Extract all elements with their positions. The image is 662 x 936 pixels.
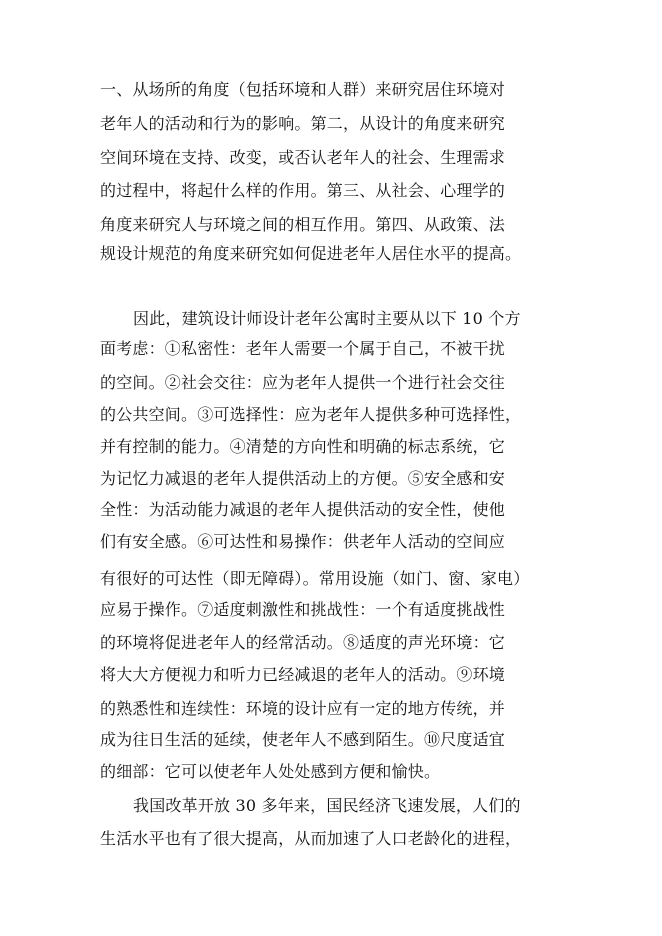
p2-line-9: 有很好的可达性（即无障碍）。常用设施（如门、窗、家电） [100, 569, 530, 588]
p2-line-4: 的公共空间。③可选择性：应为老年人提供多种可选择性， [100, 405, 522, 424]
p3-line-2: 生活水平也有了很大提高，从而加速了人口老龄化的进程， [100, 829, 522, 848]
p2-line-6: 为记忆力减退的老年人提供活动上的方便。⑤安全感和安 [100, 469, 506, 488]
p2-line-2: 面考虑：①私密性：老年人需要一个属于自己，不被干扰 [100, 339, 506, 358]
p3-line-1: 我国改革开放 30 多年来，国民经济飞速发展，人们的 [133, 796, 521, 815]
p2-line-5: 并有控制的能力。④清楚的方向性和明确的标志系统，它 [100, 437, 506, 456]
p2-line-7: 全性：为活动能力减退的老年人提供活动的安全性，使他 [100, 500, 506, 519]
p2-line-15: 的细部：它可以使老年人处处感到方便和愉快。 [100, 762, 441, 781]
p2-line-12: 将大大方便视力和听力已经减退的老年人的活动。⑨环境 [100, 665, 506, 684]
p1-line-3: 空间环境在支持、改变，或否认老年人的社会、生理需求 [100, 148, 506, 167]
p2-line-13: 的熟悉性和连续性：环境的设计应有一定的地方传统，并 [100, 699, 506, 718]
p1-line-6: 规设计规范的角度来研究如何促进老年人居住水平的提高。 [100, 244, 522, 263]
p1-line-4: 的过程中，将起什么样的作用。第三、从社会、心理学的 [100, 181, 506, 200]
p2-line-11: 的环境将促进老年人的经常活动。⑧适度的声光环境：它 [100, 633, 506, 652]
p1-line-5: 角度来研究人与环境之间的相互作用。第四、从政策、法 [100, 215, 506, 234]
p2-line-14: 成为往日生活的延续，使老年人不感到陌生。⑩尺度适宜 [100, 730, 506, 749]
p2-line-1: 因此，建筑设计师设计老年公寓时主要从以下 10 个方 [133, 309, 521, 328]
p2-line-3: 的空间。②社会交往：应为老年人提供一个进行社会交往 [100, 373, 506, 392]
p2-line-8: 们有安全感。⑥可达性和易操作：供老年人活动的空间应 [100, 532, 506, 551]
p1-line-2: 老年人的活动和行为的影响。第二，从设计的角度来研究 [100, 114, 506, 133]
p1-line-1: 一、从场所的角度（包括环境和人群）来研究居住环境对 [100, 80, 506, 99]
p2-line-10: 应易于操作。⑦适度刺激性和挑战性：一个有适度挑战性 [100, 600, 506, 619]
